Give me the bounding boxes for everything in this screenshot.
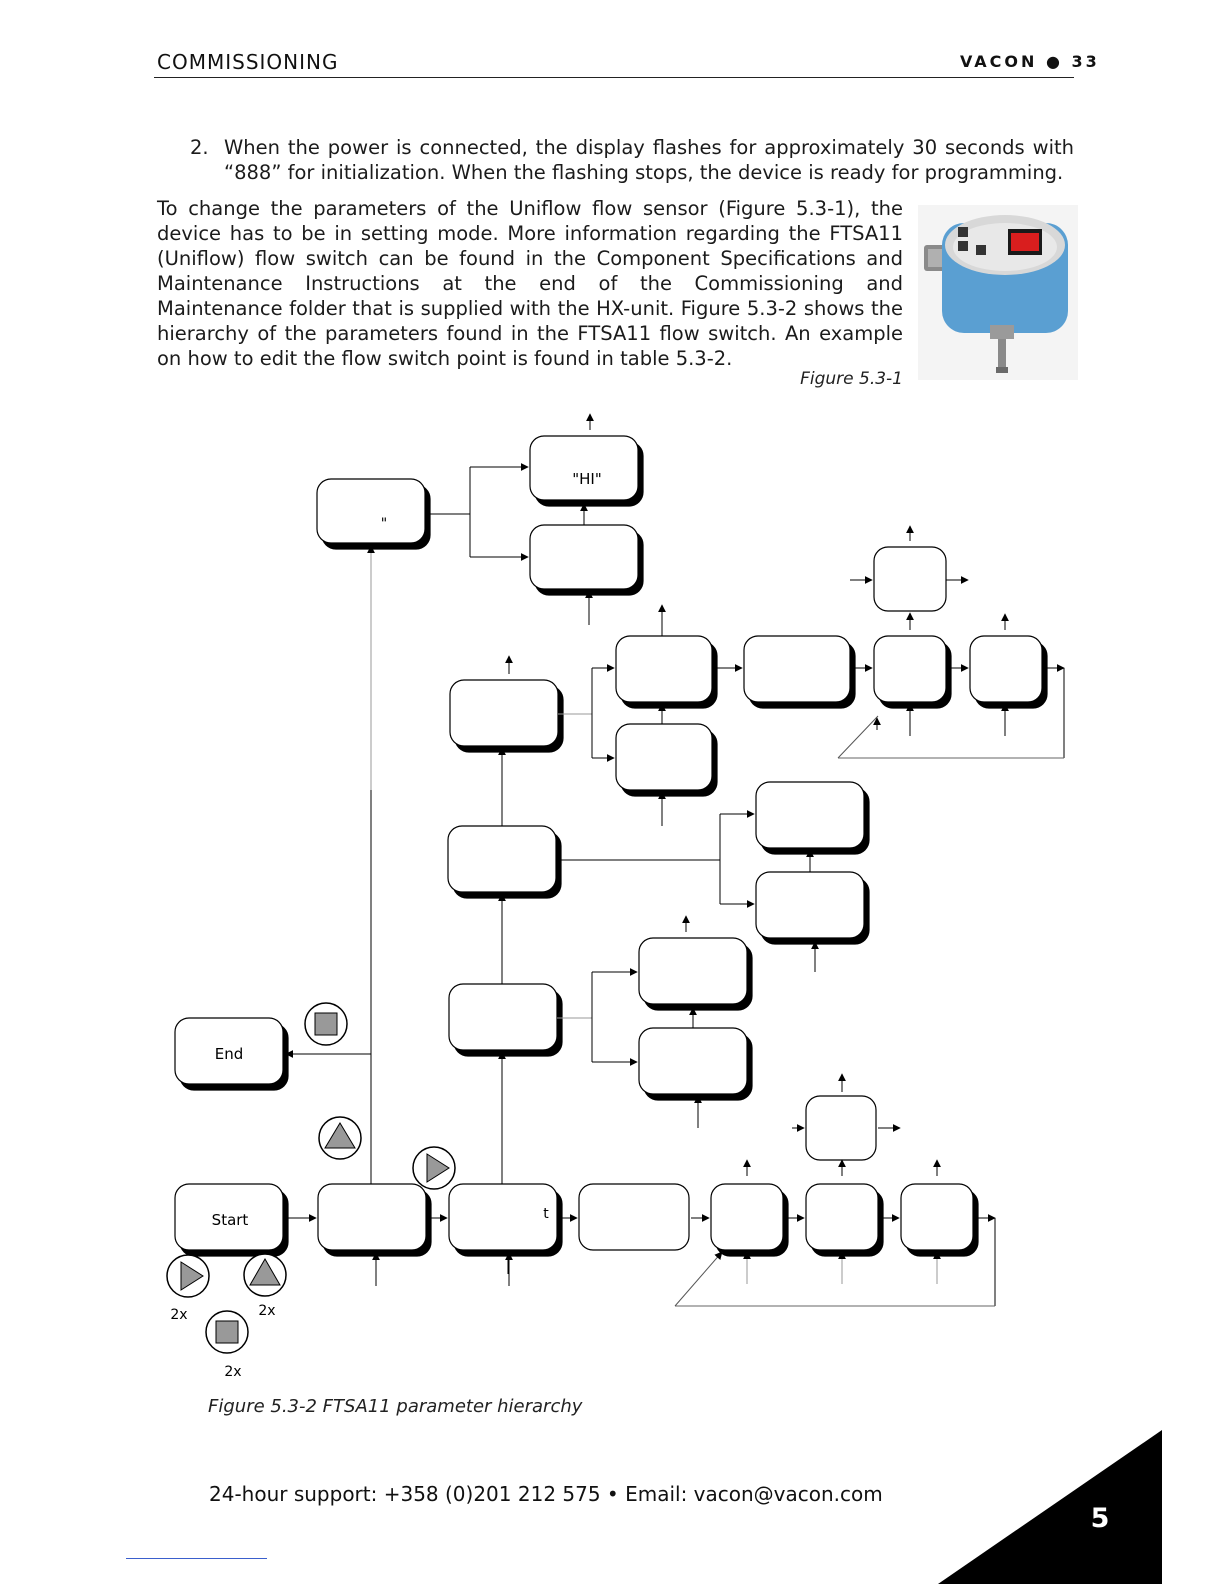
- press-count-right: 2x: [170, 1307, 188, 1323]
- stop-button-icon: [305, 1003, 347, 1045]
- box-level2-b: [448, 826, 556, 892]
- box-level2-c: [449, 984, 557, 1050]
- box-hi-label: "HI": [572, 470, 602, 488]
- press-count-up: 2x: [258, 1303, 276, 1319]
- bullet-separator: ●: [1046, 52, 1063, 71]
- stop-button-icon: [206, 1311, 248, 1353]
- body-paragraph: To change the parameters of the Uniflow flow sensor (Figure 5.3-1), the device has to be in setting mode. More information regarding the FTSA11 (Uniflow) flow switch can be found in the Component Specifications and Maintenance Instructions at the end of the Commissioning and Maintenance folder that is supplied with the HX-unit. Figure 5.3-2 shows the hierarchy of the parameters found in the FTSA11 flow switch. An example on how to edit the flow switch point is found in table 5.3-2.: [157, 197, 903, 370]
- header-rule: [154, 77, 1074, 78]
- play-button-icon: [413, 1147, 455, 1189]
- box-quote: [317, 479, 425, 543]
- box-quote-label: ": [380, 516, 388, 532]
- box-level3-g: [756, 872, 864, 938]
- box-end-label: End: [214, 1045, 244, 1063]
- page-number-header: 33: [1071, 52, 1100, 71]
- flow-sensor-photo: [918, 205, 1078, 380]
- box-level3-e: [970, 636, 1042, 702]
- box-bottom-6: [806, 1184, 878, 1250]
- bottom-link-underline[interactable]: [126, 1558, 267, 1559]
- box-bottom-7: [901, 1184, 973, 1250]
- box-start-label: Start: [211, 1211, 249, 1229]
- running-header-section: COMMISSIONING: [157, 50, 339, 74]
- box-t-label: t: [543, 1206, 549, 1222]
- box-level3-h: [639, 938, 747, 1004]
- footer-support-line: 24-hour support: +358 (0)201 212 575 • Email: vacon@vacon.com: [209, 1482, 883, 1506]
- up-button-icon: [244, 1254, 286, 1296]
- box-menu: [318, 1184, 426, 1250]
- press-count-stop: 2x: [224, 1364, 242, 1380]
- section-number: 5: [1090, 1503, 1110, 1534]
- box-t: [449, 1184, 557, 1250]
- brand-name: VACON: [960, 52, 1038, 71]
- step-text: When the power is connected, the display flashes for approximately 30 seconds with “888” for initialization. When the flashing stops, the device is ready for programming.: [224, 136, 1074, 184]
- box-level3-b: [616, 724, 712, 790]
- box-lo: [530, 525, 638, 589]
- step-number: 2.: [190, 136, 209, 159]
- running-header-brand-page: [960, 52, 1100, 71]
- figure-5-3-2-caption: Figure 5.3-2 FTSA11 parameter hierarchy: [208, 1396, 583, 1417]
- box-level2-a: [450, 680, 558, 746]
- box-level3-a: [616, 636, 712, 702]
- box-bottom-5: [711, 1184, 783, 1250]
- box-level3-f: [756, 782, 864, 848]
- figure-5-3-1-caption: Figure 5.3-1: [800, 369, 903, 389]
- diagram-boxes: [175, 436, 1047, 1256]
- up-button-icon: [319, 1117, 361, 1159]
- box-level3-c: [744, 636, 850, 702]
- box-mid-right: [806, 1096, 876, 1160]
- box-level3-d: [874, 636, 946, 702]
- parameter-hierarchy-diagram: [150, 400, 1090, 1400]
- box-top-right: [874, 547, 946, 611]
- box-bottom-4: [579, 1184, 689, 1250]
- box-level3-i: [639, 1028, 747, 1094]
- box-hi: [530, 436, 638, 500]
- play-button-icon: [167, 1255, 209, 1297]
